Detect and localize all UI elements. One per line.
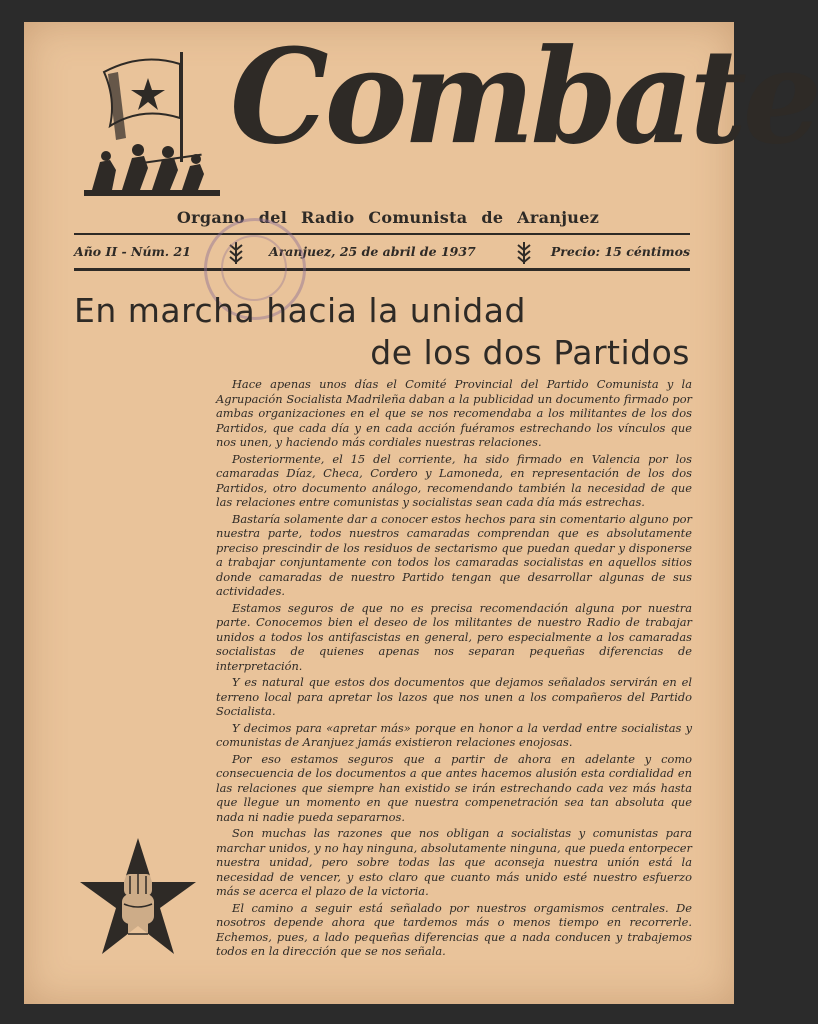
dateline bbox=[74, 242, 690, 264]
wheat-separator-icon bbox=[517, 242, 531, 264]
soldiers-icon bbox=[84, 144, 220, 196]
article-paragraph: Y decimos para «apretar más» porque en honor a la verdad entre socialistas y comunistas de Aranjuez jamás existieron relaciones enojosas. bbox=[216, 720, 692, 749]
article-paragraph: Estamos seguros de que no es precisa recomendación alguna por nuestra parte. Conocemos bien el deseo de los militantes de nuestro Radio de trabajar unidos a todos los antifascistas en general, pero especialmente a los camaradas socialistas de quienes apenas nos separan pequeñas diferencias de interpretación. bbox=[216, 600, 692, 673]
article-paragraph: Y es natural que estos dos documentos que dejamos señalados servirán en el terreno local para apretar los lazos que nos unen a los compañeros del Partido Socialista. bbox=[216, 675, 692, 718]
flag-with-star-icon bbox=[82, 44, 222, 204]
article-paragraph: Hace apenas unos días el Comité Provincial del Partido Comunista y la Agrupación Socialista Madrileña daban a la publicidad un documento firmado por ambas organizaciones en el que se nos recomendaba a los militantes de los dos Partidos, que cada día y en cada acción fuéramos estrechando los vínculos que nos unen, y haciendo más cordiales nuestras relaciones. bbox=[216, 377, 692, 449]
place-date: Aranjuez, 25 de abril de 1937 bbox=[269, 244, 476, 259]
issue-number: Año II - Núm. 21 bbox=[74, 244, 191, 259]
divider-rule bbox=[74, 268, 690, 271]
article-body bbox=[216, 377, 692, 961]
divider-rule bbox=[74, 233, 690, 235]
article-paragraph: Bastaría solamente dar a conocer estos hechos para sin comentario alguno por nuestra parte, todos nuestros camaradas comprendan que es absolutamente preciso prescindir de los residuos de sectarismo que puedan quedar y disponerse a trabajar conjuntamente con todos los camaradas socialistas en aquellos sitios donde camaradas de nuestro Partido tengan que desarrollar algunas de sus actividades. bbox=[216, 511, 692, 598]
article-paragraph: Son muchas las razones que nos obligan a socialistas y comunistas para marchar unidos, y no hay ninguna, absolutamente ninguna, que pueda entorpecer nuestra unidad, pero sobre todas las que aconseja nuestra unión está la necesidad de vencer, y esto claro que cuanto más unido esté nuestro esfuerzo más se acerca el plazo de la victoria. bbox=[216, 826, 692, 898]
masthead-title: Combate bbox=[230, 21, 818, 174]
masthead-subtitle: Organo del Radio Comunista de Aranjuez bbox=[176, 208, 600, 227]
article-paragraph: El camino a seguir está señalado por nuestros orgamismos centrales. De nosotros depende ahora que tardemos más o menos tiempo en recorrerle. Echemos, pues, a lado pequeñas diferencias que a nada conducen y trabajemos todos en la dirección que se nos señala. bbox=[216, 900, 692, 958]
article-paragraph: Por eso estamos seguros que a partir de ahora en adelante y como consecuencia de los documentos a que antes hacemos alusión esta cordialidad en las relaciones que siempre han existido se irán estrechando cada vez más hasta que llegue un momento en que nuestra compenetración sea tan absoluta que nada ni nadie pueda separarnos. bbox=[216, 751, 692, 824]
headline-line-2: de los dos Partidos bbox=[370, 333, 690, 372]
article-paragraph: Posteriormente, el 15 del corriente, ha sido firmado en Valencia por los camaradas Díaz, Checa, Cordero y Lamoneda, en representación de los dos Partidos, otro documento análogo, recomendando también la necesidad de que las relaciones entre comunistas y socialistas sean cada día más estrechas. bbox=[216, 451, 692, 509]
headline-line-1: En marcha hacia la unidad bbox=[74, 291, 526, 330]
newspaper-page bbox=[24, 21, 818, 1004]
price: Precio: 15 céntimos bbox=[550, 244, 690, 259]
headline bbox=[74, 290, 690, 374]
star-fist-icon bbox=[78, 834, 198, 964]
